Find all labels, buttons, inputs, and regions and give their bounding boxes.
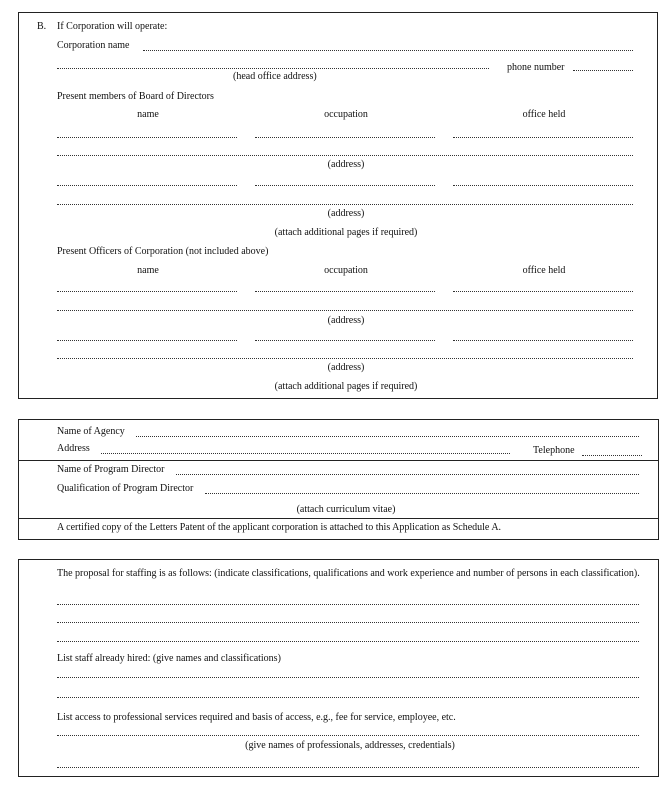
board-col-name: name bbox=[137, 109, 159, 120]
head-office-address-field[interactable] bbox=[57, 68, 489, 69]
board-2-address-caption: (address) bbox=[327, 208, 365, 219]
section-heading: If Corporation will operate: bbox=[57, 21, 168, 32]
professional-access-label: List access to professional services required and basis of access, e.g., fee for service, employee, etc. bbox=[57, 712, 456, 723]
officer-2-occupation-field[interactable] bbox=[255, 340, 435, 341]
phone-number-label: phone number bbox=[507, 62, 565, 73]
officers-col-occupation: occupation bbox=[324, 265, 368, 276]
board-2-address-field[interactable] bbox=[57, 204, 633, 205]
agency-address-label: Address bbox=[57, 443, 90, 454]
board-1-address-field[interactable] bbox=[57, 155, 633, 156]
staff-hired-label: List staff already hired: (give names and classifications) bbox=[57, 653, 281, 664]
letters-patent-statement: A certified copy of the Letters Patent of the applicant corporation is attached to this Application as Schedule A. bbox=[57, 522, 502, 533]
officer-2-office-field[interactable] bbox=[453, 340, 633, 341]
officers-col-office: office held bbox=[522, 265, 566, 276]
agency-divider-1 bbox=[18, 460, 659, 461]
board-1-name-field[interactable] bbox=[57, 137, 237, 138]
agency-name-label: Name of Agency bbox=[57, 426, 125, 437]
professional-access-line-2[interactable] bbox=[57, 767, 639, 768]
staffing-proposal-line-2[interactable] bbox=[57, 622, 639, 623]
staffing-proposal-line-1[interactable] bbox=[57, 604, 639, 605]
board-col-office: office held bbox=[522, 109, 566, 120]
staff-hired-line-1[interactable] bbox=[57, 677, 639, 678]
program-director-field[interactable] bbox=[176, 474, 639, 475]
corporation-name-field[interactable] bbox=[143, 50, 633, 51]
board-col-occupation: occupation bbox=[324, 109, 368, 120]
phone-number-field[interactable] bbox=[573, 70, 633, 71]
officer-1-name-field[interactable] bbox=[57, 291, 237, 292]
corporation-name-label: Corporation name bbox=[57, 40, 130, 51]
officer-2-address-caption: (address) bbox=[327, 362, 365, 373]
staffing-proposal-text: The proposal for staffing is as follows: (indicate classifications, qualifications and work experience and number of persons in each classification). bbox=[57, 568, 640, 579]
qualification-label: Qualification of Program Director bbox=[57, 483, 194, 494]
staffing-proposal-line-3[interactable] bbox=[57, 641, 639, 642]
officers-attach-note: (attach additional pages if required) bbox=[274, 381, 418, 392]
head-office-caption: (head office address) bbox=[233, 71, 317, 82]
agency-name-field[interactable] bbox=[136, 436, 639, 437]
officer-2-address-field[interactable] bbox=[57, 358, 633, 359]
officers-col-name: name bbox=[137, 265, 159, 276]
board-1-address-caption: (address) bbox=[327, 159, 365, 170]
cv-caption: (attach curriculum vitae) bbox=[296, 504, 396, 515]
officer-1-office-field[interactable] bbox=[453, 291, 633, 292]
professional-access-line-1[interactable] bbox=[57, 735, 639, 736]
qualification-field[interactable] bbox=[205, 493, 639, 494]
section-letter: B. bbox=[37, 21, 47, 32]
board-2-name-field[interactable] bbox=[57, 185, 237, 186]
board-2-office-field[interactable] bbox=[453, 185, 633, 186]
officer-1-occupation-field[interactable] bbox=[255, 291, 435, 292]
board-heading: Present members of Board of Directors bbox=[57, 91, 214, 102]
professionals-caption: (give names of professionals, addresses, credentials) bbox=[245, 740, 455, 751]
telephone-field[interactable] bbox=[582, 455, 642, 456]
program-director-label: Name of Program Director bbox=[57, 464, 165, 475]
telephone-label: Telephone bbox=[533, 445, 575, 456]
staff-hired-line-2[interactable] bbox=[57, 697, 639, 698]
officer-2-name-field[interactable] bbox=[57, 340, 237, 341]
board-1-office-field[interactable] bbox=[453, 137, 633, 138]
officer-1-address-caption: (address) bbox=[327, 315, 365, 326]
officer-1-address-field[interactable] bbox=[57, 310, 633, 311]
agency-divider-2 bbox=[18, 518, 659, 519]
board-2-occupation-field[interactable] bbox=[255, 185, 435, 186]
agency-address-field[interactable] bbox=[101, 453, 510, 454]
officers-heading: Present Officers of Corporation (not included above) bbox=[57, 246, 269, 257]
board-1-occupation-field[interactable] bbox=[255, 137, 435, 138]
board-attach-note: (attach additional pages if required) bbox=[274, 227, 418, 238]
